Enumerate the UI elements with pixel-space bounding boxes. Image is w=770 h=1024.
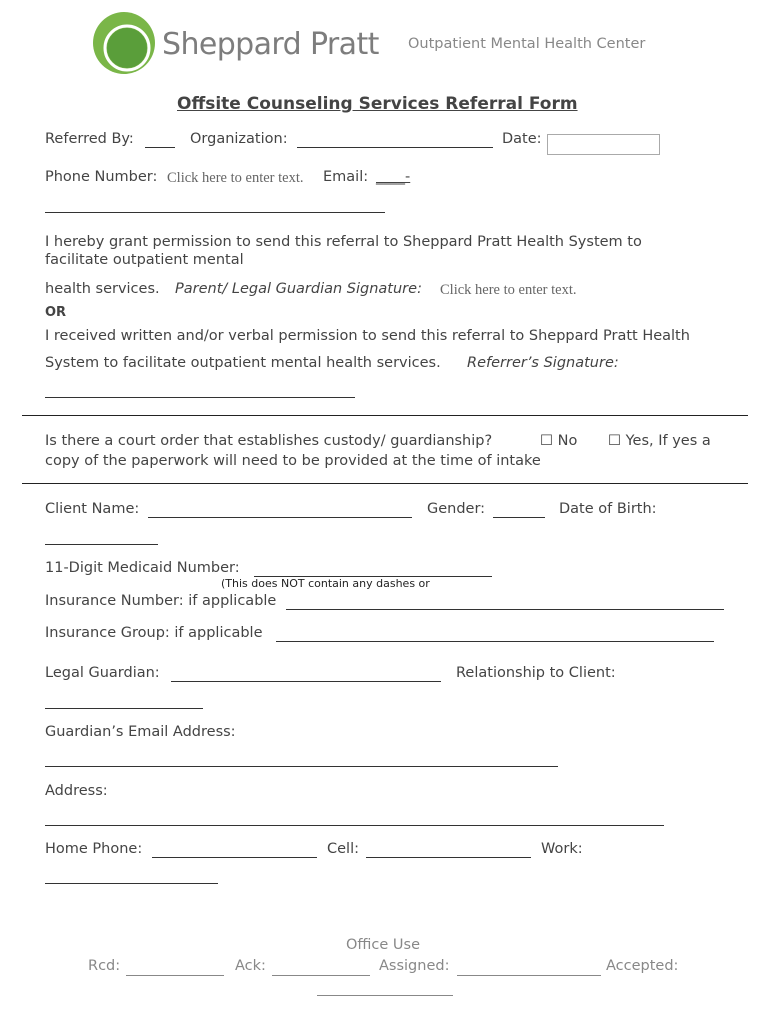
rcd-label: Rcd:: [88, 958, 121, 974]
insurance-group-field[interactable]: [276, 641, 714, 642]
logo-inner-circle: [107, 28, 147, 68]
work-label: Work:: [541, 841, 583, 857]
permission-text-line3: health services.: [45, 281, 160, 297]
sheppard-pratt-logo-icon: [92, 10, 158, 76]
court-order-note: copy of the paperwork will need to be provided at the time of intake: [45, 453, 541, 469]
relationship-label: Relationship to Client:: [456, 665, 616, 681]
medicaid-label: 11-Digit Medicaid Number:: [45, 560, 240, 576]
center-name: Outpatient Mental Health Center: [408, 36, 646, 52]
date-field[interactable]: [547, 134, 660, 155]
gender-label: Gender:: [427, 501, 486, 517]
insurance-group-label: Insurance Group: if applicable: [45, 625, 263, 641]
insurance-number-field[interactable]: [286, 609, 724, 610]
cell-label: Cell:: [327, 841, 359, 857]
work-field[interactable]: [45, 883, 218, 884]
form-title: Offsite Counseling Services Referral Form: [177, 94, 578, 114]
referred-by-field[interactable]: [145, 147, 175, 148]
email-field[interactable]: ____-: [376, 169, 411, 185]
permission-text-line1: I hereby grant permission to send this referral to Sheppard Pratt Health System to: [45, 234, 642, 250]
referred-by-label: Referred By:: [45, 131, 134, 147]
address-label: Address:: [45, 783, 108, 799]
rcd-field[interactable]: [126, 975, 224, 976]
brand-name: Sheppard Pratt: [162, 27, 379, 62]
insurance-number-label: Insurance Number: if applicable: [45, 593, 277, 609]
section-divider-bottom: [22, 483, 748, 484]
accepted-field[interactable]: [317, 995, 453, 996]
received-text-line1: I received written and/or verbal permission to send this referral to Sheppard Pratt Health: [45, 328, 690, 344]
relationship-field[interactable]: [45, 708, 203, 709]
assigned-field[interactable]: [457, 975, 601, 976]
office-use-heading: Office Use: [346, 937, 421, 953]
medicaid-note: (This does NOT contain any dashes or: [221, 577, 430, 590]
court-order-yes-checkbox[interactable]: ☐ Yes, If yes a: [608, 433, 711, 449]
email-continuation-line[interactable]: [45, 212, 385, 213]
phone-field[interactable]: Click here to enter text.: [167, 170, 304, 186]
received-text-line2: System to facilitate outpatient mental health services.: [45, 355, 441, 371]
dob-label: Date of Birth:: [559, 501, 657, 517]
legal-guardian-label: Legal Guardian:: [45, 665, 160, 681]
ack-field[interactable]: [272, 975, 370, 976]
date-label: Date:: [502, 131, 542, 147]
court-order-no-checkbox[interactable]: ☐ No: [540, 433, 578, 449]
assigned-label: Assigned:: [379, 958, 450, 974]
legal-guardian-field[interactable]: [171, 681, 441, 682]
referrer-signature-field[interactable]: [45, 397, 355, 398]
logo: [92, 10, 158, 76]
dob-field[interactable]: [45, 544, 158, 545]
organization-field[interactable]: [297, 147, 493, 148]
phone-label: Phone Number:: [45, 169, 158, 185]
ack-label: Ack:: [235, 958, 266, 974]
client-name-label: Client Name:: [45, 501, 140, 517]
guardian-email-field[interactable]: [45, 766, 558, 767]
gender-field[interactable]: [493, 517, 545, 518]
or-label: OR: [45, 305, 67, 320]
home-phone-field[interactable]: [152, 857, 317, 858]
permission-text-line2: facilitate outpatient mental: [45, 252, 244, 268]
court-order-question: Is there a court order that establishes custody/ guardianship?: [45, 433, 493, 449]
client-name-field[interactable]: [148, 517, 412, 518]
email-label: Email:: [323, 169, 369, 185]
organization-label: Organization:: [190, 131, 288, 147]
address-field[interactable]: [45, 825, 664, 826]
home-phone-label: Home Phone:: [45, 841, 143, 857]
parent-signature-field[interactable]: Click here to enter text.: [440, 282, 577, 298]
parent-signature-label: Parent/ Legal Guardian Signature:: [175, 281, 422, 297]
accepted-label: Accepted:: [606, 958, 679, 974]
guardian-email-label: Guardian’s Email Address:: [45, 724, 236, 740]
referrer-signature-label: Referrer’s Signature:: [467, 355, 619, 371]
section-divider-top: [22, 415, 748, 416]
cell-field[interactable]: [366, 857, 531, 858]
